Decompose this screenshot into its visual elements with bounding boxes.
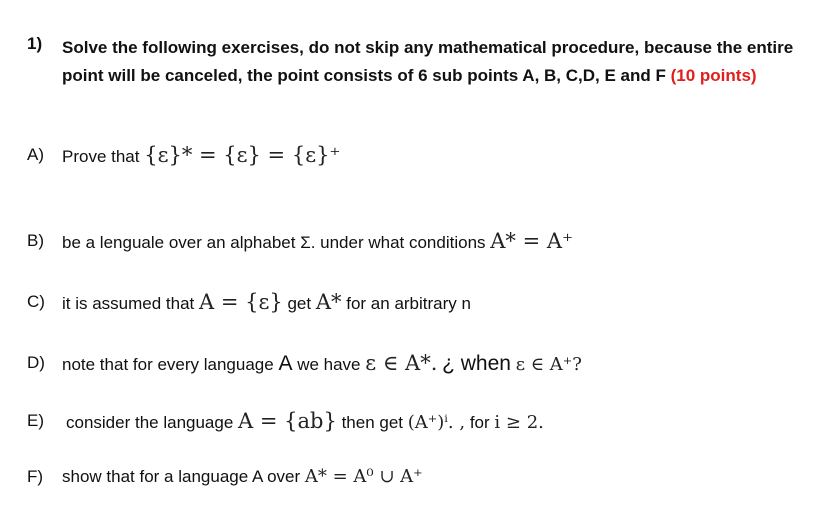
item-letter: B) — [27, 231, 44, 250]
item-letter: C) — [27, 292, 45, 311]
math-expression: ε ∈ A*. — [365, 351, 438, 375]
item-b — [0, 224, 828, 258]
math-expression: A* = A⁺ — [490, 229, 574, 253]
question-points: (10 points) — [670, 66, 757, 85]
item-e — [0, 404, 828, 438]
math-expression: ε ∈ A⁺? — [515, 354, 582, 375]
item-content — [62, 460, 423, 494]
question-number: 1) — [27, 34, 43, 53]
item-d — [0, 346, 828, 380]
math-expression: A* = A⁰ ∪ A⁺ — [304, 466, 423, 487]
item-text: for — [469, 413, 490, 432]
item-text: Prove that — [62, 147, 140, 166]
math-expression: A = {ε} — [199, 290, 283, 314]
item-letter: A) — [27, 145, 44, 164]
math-expression: (A⁺)ⁱ. , — [407, 412, 466, 433]
item-text: it is assumed that — [62, 294, 195, 313]
math-expression: A* — [315, 290, 342, 314]
item-letter: F) — [27, 467, 44, 486]
item-f — [0, 460, 828, 494]
item-text: be a lenguale over an alphabet Σ. under what conditions — [62, 233, 486, 252]
item-text-large: ¿ when — [442, 352, 511, 375]
item-text: we have — [297, 355, 361, 374]
item-text: for an arbitrary n — [346, 294, 471, 313]
item-text: note that for every language — [62, 355, 274, 374]
item-c — [0, 285, 828, 319]
item-content — [62, 285, 471, 321]
item-text-large: A — [278, 352, 293, 375]
item-letter: D) — [27, 353, 45, 372]
item-content — [62, 138, 341, 174]
item-content — [62, 224, 573, 260]
item-text: show that for a language A over — [62, 467, 301, 486]
item-text: then get — [341, 413, 404, 432]
item-text: get — [287, 294, 312, 313]
question-text — [62, 34, 812, 90]
item-a — [0, 138, 828, 172]
item-text: consider the language — [66, 413, 234, 432]
question-instructions: Solve the following exercises, do not skip any mathematical procedure, because the entire point will be canceled, the point consists of 6 sub points A, B, C,D, E and F — [62, 38, 794, 85]
item-content — [66, 404, 544, 440]
math-expression: A = {ab} — [238, 409, 337, 433]
item-content — [62, 346, 582, 382]
math-expression: i ≥ 2. — [494, 412, 544, 433]
item-letter: E) — [27, 411, 44, 430]
math-expression: {ε}* = {ε} = {ε}⁺ — [144, 143, 341, 167]
